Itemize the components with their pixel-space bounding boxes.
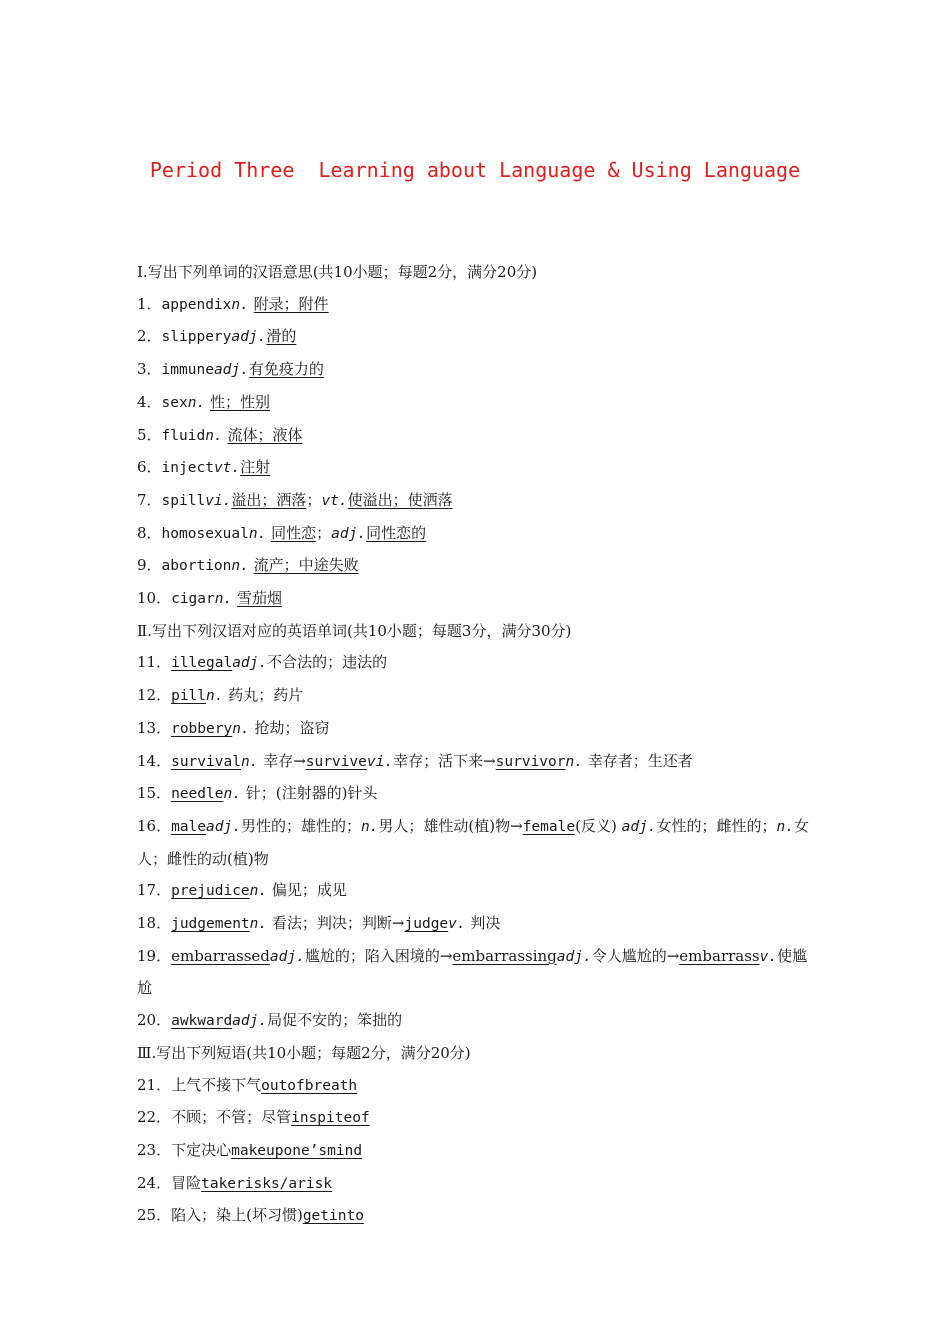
answer: embarrassed [171,946,270,965]
page-title: Period Three Learning about Language & Using Language [149,158,801,182]
list-item: 4．sexn. 性；性别 [137,392,271,411]
answer: 流产；中途失败 [253,556,359,575]
list-item: 14．survivaln. 幸存→survivevi.幸存；活下来→survivorn. 幸存者；生还者 [137,751,693,770]
answer: inspiteof [291,1110,370,1127]
list-item: 13．robberyn. 抢劫；盗窃 [137,718,330,737]
list-item: 9．abortionn. 流产；中途失败 [137,556,359,575]
list-item: 24．冒险takerisks/arisk [137,1173,333,1192]
list-item: 22．不顾；不管；尽管inspiteof [137,1108,370,1127]
answer: survivor [495,753,566,770]
answer: 注射 [240,458,271,477]
list-item: 5．fluidn. 流体；液体 [137,425,303,444]
answer: 滑的 [266,327,297,346]
list-item: 19．embarrassedadj.尴尬的；陷入困境的→embarrassingadj.令人尴尬的→embarrassv.使尴尬 [137,946,808,998]
answer: robbery [171,720,233,737]
answer: survival [171,753,241,770]
answer: male [171,818,207,835]
answer: judge [404,916,449,933]
answer: 溢出；洒落 [231,490,307,509]
answer: embarrass [679,946,760,965]
list-item: 20．awkwardadj.局促不安的；笨拙的 [137,1011,403,1030]
answer: illegal [171,655,233,672]
answer: female [522,818,576,835]
answer: 性；性别 [210,392,271,411]
answer: makeupone’smind [231,1142,363,1159]
answer: 同性恋 [271,523,317,542]
section-2-heading: Ⅱ.写出下列汉语对应的英语单词(共10小题；每题3分，满分30分) [137,621,572,640]
section-1-heading: Ⅰ.写出下列单词的汉语意思(共10小题；每题2分，满分20分) [137,263,538,281]
list-item: 10．cigarn. 雪茄烟 [137,589,283,608]
answer: 使溢出；使洒落 [347,490,453,509]
answer: awkward [171,1013,233,1030]
answer: 流体；液体 [227,425,303,444]
answer: embarrassing [452,946,557,965]
list-item: 3．immuneadj.有免疫力的 [137,360,324,379]
answer: outofbreath [261,1077,358,1094]
list-item: 16．maleadj.男性的；雄性的；n.男人；雄性动(植)物→female(反义) adj.女性的；雌性的；n.女人；雌性的动(植)物 [137,816,810,868]
worksheet-body [137,257,822,1233]
answer: 有免疫力的 [248,360,324,379]
list-item: 15．needlen. 针；(注射器的)针头 [137,784,378,803]
list-item: 21．上气不接下气outofbreath [137,1075,358,1094]
list-item: 2．slipperyadj.滑的 [137,327,297,346]
answer: takerisks/arisk [201,1175,333,1192]
list-item: 6．injectvt.注射 [137,458,271,477]
answer: needle [171,786,224,803]
answer: 雪茄烟 [237,589,283,608]
answer: survive [305,753,367,770]
answer: 同性恋的 [366,523,427,542]
section-3-heading: Ⅲ.写出下列短语(共10小题；每题2分，满分20分) [137,1043,471,1062]
list-item: 8．homosexualn. 同性恋；adj.同性恋的 [137,523,427,542]
list-item: 17．prejudicen. 偏见；成见 [137,881,347,900]
list-item: 18．judgementn. 看法；判决；判断→judgev. 判决 [137,914,501,933]
list-item: 23．下定决心makeupone’smind [137,1140,363,1159]
list-item: 12．pilln. 药丸；药片 [137,686,304,705]
answer: pill [171,688,207,705]
answer: getinto [302,1208,364,1225]
list-item: 7．spillvi.溢出；洒落；vt.使溢出；使洒落 [137,490,453,509]
answer: 附录；附件 [253,294,329,313]
answer: prejudice [171,883,250,900]
answer: judgement [171,916,250,933]
list-item: 11．illegaladj.不合法的；违法的 [137,653,388,672]
list-item: 1．appendixn. 附录；附件 [137,294,329,313]
list-item: 25．陷入；染上(坏习惯)getinto [137,1206,364,1225]
